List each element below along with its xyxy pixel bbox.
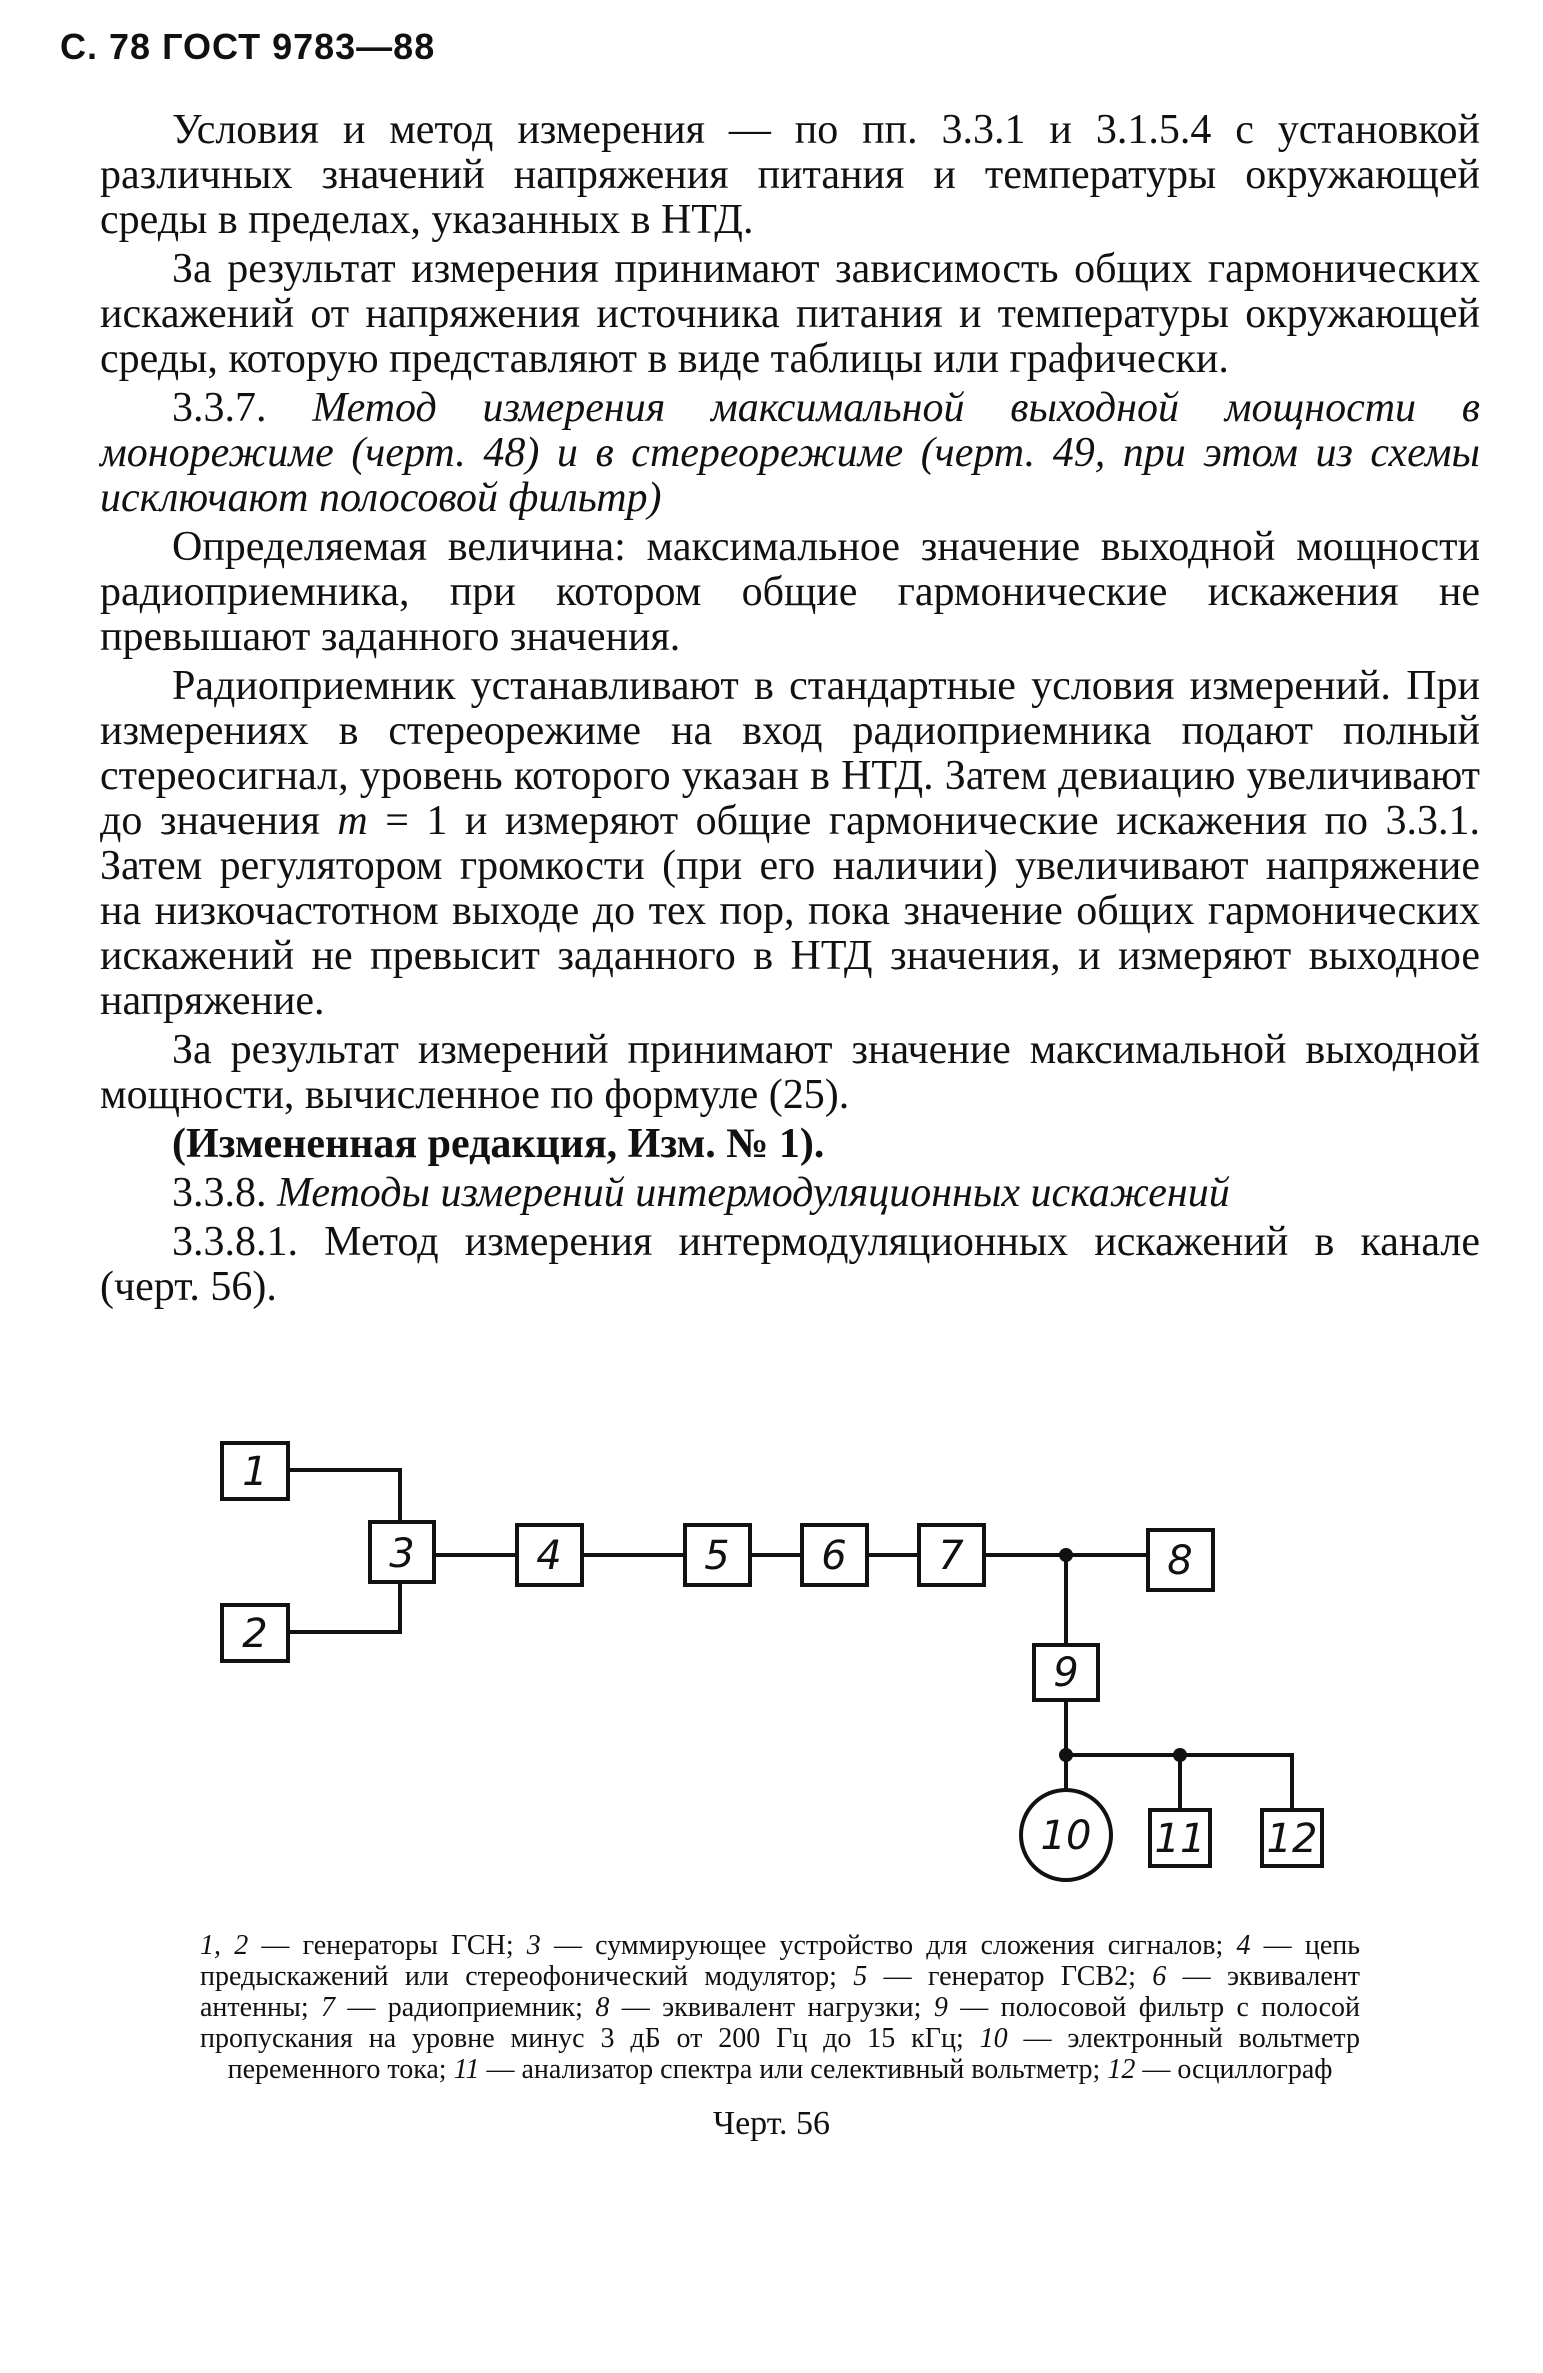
- amendment-note: (Измененная редакция, Изм. № 1).: [172, 1121, 825, 1167]
- procedure-text-1: Радиоприемник устанавливают в стандартные условия измерений. При измерениях в стереорежиме на вход радиоприемника подают полный стереосигнал, уровень которого указан в НТД. Затем девиацию увеличивают до значения: [100, 663, 1480, 844]
- page-number: С. 78: [60, 26, 152, 67]
- block-2-label: 2: [242, 1611, 268, 1657]
- block-1-label: 1: [242, 1449, 268, 1495]
- diagram-blocks: [222, 1443, 1322, 1880]
- section-title: Метод измерения максимальной выходной мощности в монорежиме (черт. 48) и в стереорежиме (черт. 49, при этом из схемы исключают полосовой фильтр): [100, 385, 1480, 521]
- section-number: 3.3.7.: [172, 385, 267, 431]
- section-number: 3.3.8.: [172, 1170, 267, 1216]
- block-labels: [242, 1449, 1317, 1862]
- block-8-label: 8: [1167, 1538, 1193, 1584]
- block-5-label: 5: [704, 1533, 730, 1579]
- figure-legend: 1, 2 — генераторы ГСН; 3 — суммирующее устройство для сложения сигналов; 4 — цепь предыскажений или стереофонический модулятор; 5 — генератор ГСВ2; 6 — эквивалент антенны; 7 — радиоприемник; 8 — эквивалент нагрузки; 9 — полосовой фильтр с полосой пропускания на уровне минус 3 дБ от 200 Гц до 15 кГц; 10 — электронный вольтметр переменного тока; 11 — анализатор спектра или селективный вольтметр; 12 — осциллограф: [200, 1930, 1361, 2085]
- modulation-index-symbol: m: [337, 798, 368, 844]
- block-3-label: 3: [389, 1531, 415, 1577]
- block-9-label: 9: [1053, 1650, 1079, 1696]
- paragraph-conditions: Условия и метод измерения — по пп. 3.3.1 и 3.1.5.4 с установкой различных значений напряжения питания и температуры окружающей среды в пределах, указанных в НТД.: [100, 107, 1480, 243]
- block-12-label: 12: [1266, 1816, 1318, 1862]
- block-10-label: 10: [1040, 1813, 1092, 1859]
- procedure-text-2: = 1 и измеряют общие гармонические искажения по 3.3.1. Затем регулятором громкости (при его наличии) увеличивают напряжение на низкочастотном выходе до тех пор, пока значение общих гармонических искажений не превысит заданного в НТД значения, и измеряют выходное напряжение.: [100, 798, 1480, 1024]
- paragraph-result-2: За результат измерений принимают значение максимальной выходной мощности, вычисленное по формуле (25).: [100, 1027, 1480, 1118]
- block-4-label: 4: [536, 1533, 562, 1579]
- diagram-wires: [288, 1470, 1292, 1810]
- section-title: Методы измерений интермодуляционных искажений: [277, 1170, 1230, 1216]
- paragraph-definition: Определяемая величина: максимальное значение выходной мощности радиоприемника, при котором общие гармонические искажения не превышают заданного значения.: [100, 524, 1480, 660]
- standard-number: ГОСТ 9783—88: [162, 26, 436, 67]
- block-7-label: 7: [938, 1533, 964, 1579]
- paragraph-result-1: За результат измерения принимают зависимость общих гармонических искажений от напряжения источника питания и температуры окружающей среды, которую представляют в виде таблицы или графически.: [100, 246, 1480, 382]
- block-11-label: 11: [1154, 1816, 1206, 1862]
- figure-title: Черт. 56: [712, 2105, 831, 2142]
- section-3-3-8-1: 3.3.8.1. Метод измерения интермодуляционных искажений в канале (черт. 56).: [100, 1219, 1480, 1310]
- block-6-label: 6: [821, 1533, 847, 1579]
